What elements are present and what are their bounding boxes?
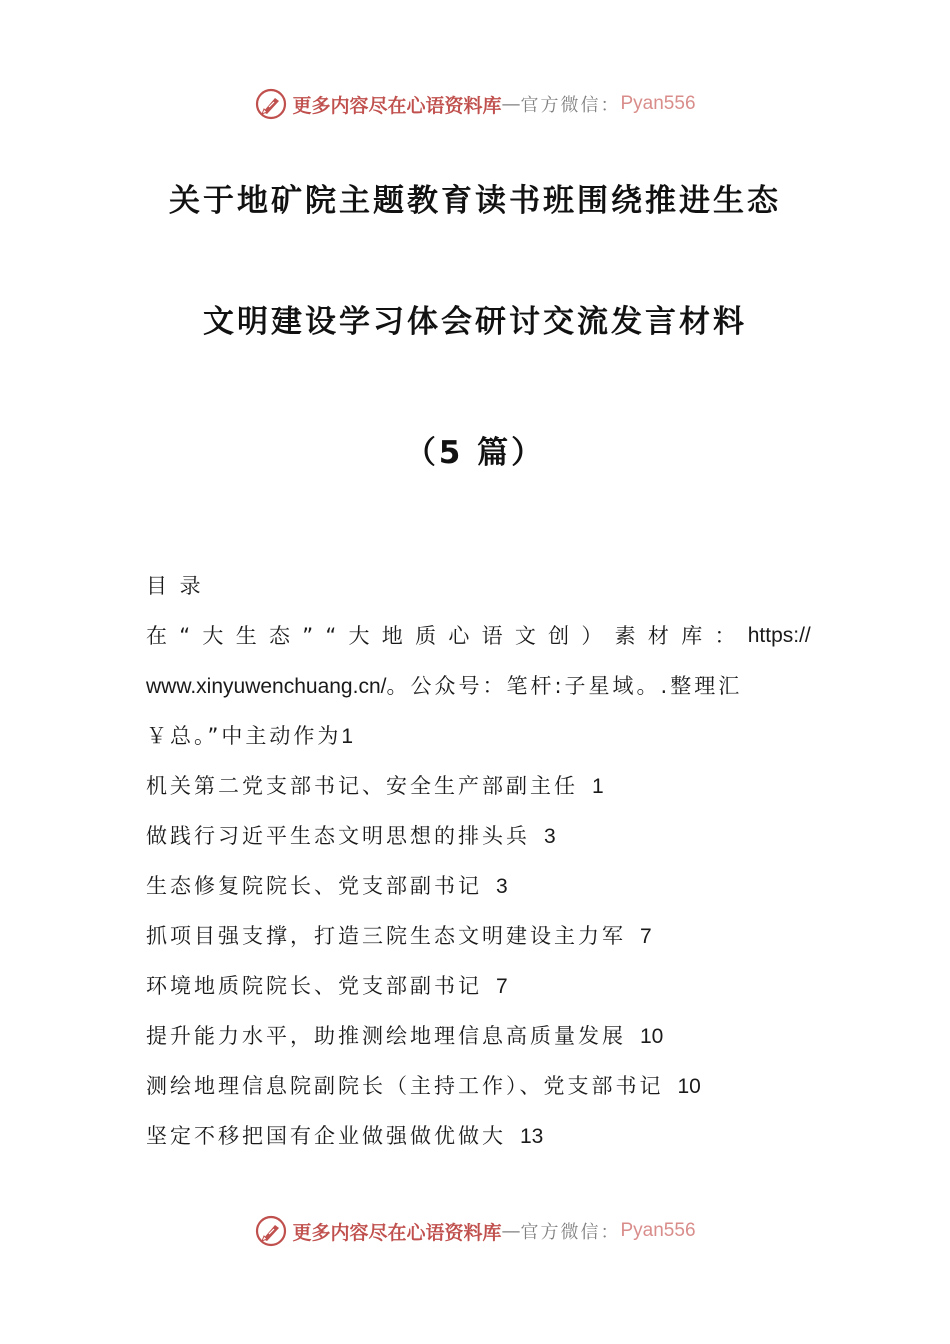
toc-entry-list <box>146 766 811 1166</box>
toc-entry[interactable] <box>146 966 811 1016</box>
toc-entry-title: 抓项目强支撑，打造三院生态文明建设主力军 <box>146 924 626 948</box>
watermark-id: Pyan556 <box>620 93 696 114</box>
toc-entry-page: 13 <box>520 1125 544 1148</box>
watermark-text: 更多内容尽在心语资料库 <box>292 1221 502 1244</box>
toc-intro-char: ” <box>302 624 314 648</box>
toc-intro-char: 态 <box>268 624 290 648</box>
toc-entry-page: 7 <box>496 975 508 998</box>
toc-intro-char: 语 <box>481 624 503 648</box>
toc-entry-page: 10 <box>677 1075 701 1098</box>
toc-intro-char: 库 <box>681 624 703 648</box>
toc-intro-line-2 <box>146 666 811 716</box>
toc-intro-char: ： <box>714 624 736 648</box>
toc-intro-char: 心 <box>448 624 470 648</box>
toc-entry-title: 坚定不移把国有企业做强做优做大 <box>146 1124 506 1148</box>
watermark-text: 更多内容尽在心语资料库 <box>292 94 502 117</box>
toc-intro-char: 材 <box>647 624 669 648</box>
toc-entry-page: 7 <box>640 925 652 948</box>
watermark-dash: — <box>501 93 521 115</box>
watermark-id: Pyan556 <box>620 1220 696 1241</box>
toc-entry-title: 环境地质院院长、党支部副书记 <box>146 974 482 998</box>
toc-entry-title: 做践行习近平生态文明思想的排头兵 <box>146 824 530 848</box>
toc-intro-char: 在 <box>146 624 167 648</box>
watermark-dash: — <box>501 1220 521 1242</box>
document-title-count: （5 篇） <box>404 435 546 471</box>
toc-intro-line-1 <box>146 616 811 666</box>
toc-entry[interactable] <box>146 766 811 816</box>
toc-entry-page: 10 <box>640 1025 664 1048</box>
toc-intro-char: ） <box>581 624 603 648</box>
toc-entry-title: 测绘地理信息院副院长（主持工作）、党支部书记 <box>146 1074 664 1098</box>
toc-intro-char: “ <box>325 624 337 648</box>
toc-intro-line-3-page: 1 <box>341 725 354 748</box>
document-title-line-2: 文明建设学习体会研讨交流发言材料 <box>203 304 747 340</box>
toc-entry-title: 机关第二党支部书记、安全生产部副主任 <box>146 774 578 798</box>
toc-entry[interactable] <box>146 916 811 966</box>
toc-entry-page: 3 <box>544 825 556 848</box>
toc-entry[interactable] <box>146 1116 811 1166</box>
toc-entry-title: 生态修复院院长、党支部副书记 <box>146 874 482 898</box>
toc-intro-url[interactable]: www.xinyuwenchuang.cn/ <box>146 675 387 698</box>
toc-intro-char: 质 <box>415 624 437 648</box>
pen-nib-logo-icon <box>254 87 288 121</box>
toc-entry[interactable] <box>146 816 811 866</box>
toc-heading: 目 录 <box>146 574 204 598</box>
toc-entry-title: 提升能力水平，助推测绘地理信息高质量发展 <box>146 1024 626 1048</box>
header-watermark <box>0 82 950 126</box>
toc-intro-char: 大 <box>202 624 224 648</box>
toc-entry-page: 1 <box>592 775 604 798</box>
watermark-sub: 官方微信： <box>520 1222 621 1243</box>
watermark-sub: 官方微信： <box>520 95 621 116</box>
toc-entry[interactable] <box>146 866 811 916</box>
toc-entry-page: 3 <box>496 875 508 898</box>
toc-intro-char: https:// <box>747 624 811 647</box>
toc-intro-char: 素 <box>614 624 636 648</box>
toc-intro-line-3-text: ￥总。”中主动作为 <box>146 724 342 748</box>
toc-intro-char: 地 <box>381 624 403 648</box>
pen-nib-logo-icon <box>254 1214 288 1248</box>
footer-watermark <box>0 1209 950 1253</box>
table-of-contents <box>146 566 811 1166</box>
toc-intro-char: “ <box>179 624 191 648</box>
toc-intro-rest: 。公众号：笔杆:子星域。.整理汇 <box>386 674 743 698</box>
toc-entry[interactable] <box>146 1016 811 1066</box>
toc-intro-char: 文 <box>514 624 536 648</box>
document-title-line-1: 关于地矿院主题教育读书班围绕推进生态 <box>169 183 781 219</box>
toc-intro-char: 创 <box>548 624 570 648</box>
toc-intro-char: 生 <box>235 624 257 648</box>
toc-entry[interactable] <box>146 1066 811 1116</box>
toc-intro-line-3 <box>146 716 811 766</box>
toc-intro-char: 大 <box>348 624 370 648</box>
